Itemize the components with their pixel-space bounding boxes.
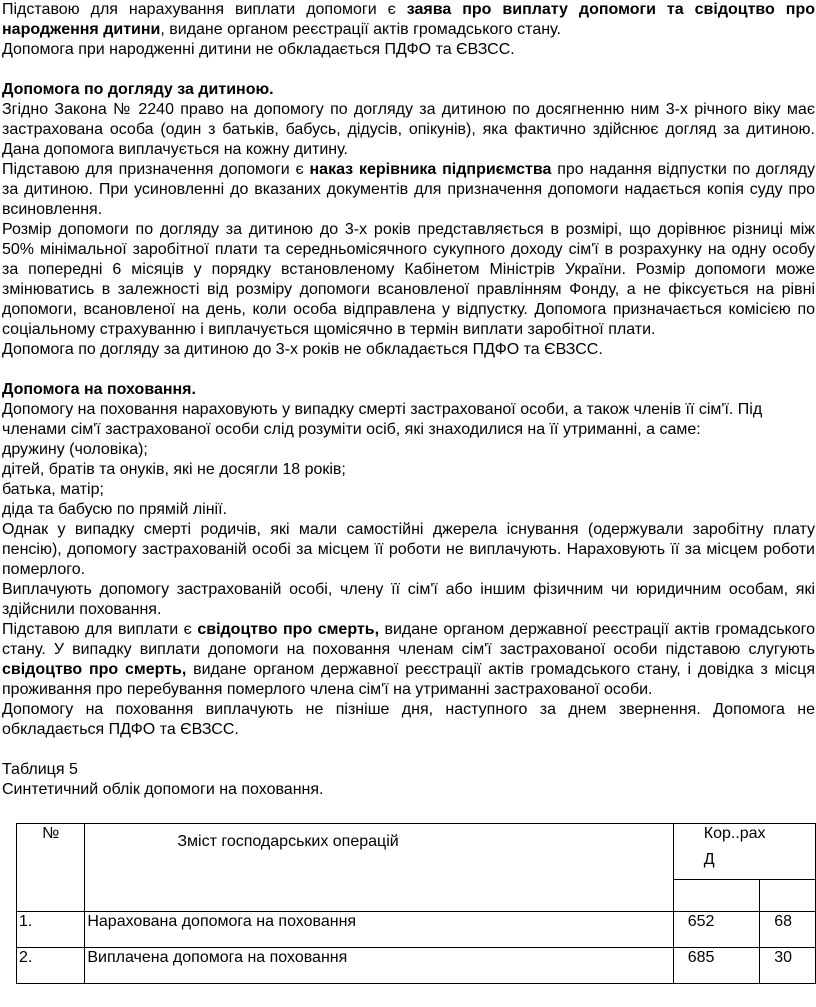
funeral-paragraph-5: Допомогу на поховання виплачують не пізніше дня, наступного за днем звернення. Допомога не обкладається ПДФО та ЄВЗСС. <box>2 701 815 738</box>
intro-text: Підставою для нарахування виплати допомоги є <box>2 1 407 18</box>
intro-paragraph <box>2 0 815 40</box>
list-item: батька, матір; <box>2 481 104 498</box>
funeral-paragraph-4 <box>2 620 815 700</box>
table-row <box>17 912 816 948</box>
funeral-p4-bold-1: свідоцтво про смерть, <box>197 621 380 638</box>
care-heading-text: Допомога по догляду за дитиною. <box>2 81 274 98</box>
care-paragraph-2 <box>2 160 815 220</box>
care-p2-text: Підставою для призначення допомоги є <box>2 161 310 178</box>
table-header-row <box>17 824 816 880</box>
family-members-list <box>2 440 815 520</box>
funeral-p4-text-mid: видане органом державної реєстрації актів громадського стану. У випадку виплати допомоги на поховання членам сім'ї застрахованої особи підставою слугують <box>2 621 816 658</box>
row-credit: 30 <box>760 948 816 984</box>
funeral-p4-text-end: видане органом державної реєстрації актів громадського стану, і довідка з місця проживання про перебування померлого члена сім'ї на утриманні застрахованої особи. <box>2 661 816 698</box>
care-heading <box>2 80 815 100</box>
care-paragraph-4: Допомога по догляду за дитиною до 3-х років не обкладається ПДФО та ЄВЗСС. <box>2 341 603 358</box>
care-p2-bold: наказ керівника підприємства <box>309 161 552 178</box>
list-item: дітей, братів та онуків, які не досягли 18 років; <box>2 461 346 478</box>
subheader-credit-cell <box>760 880 816 912</box>
header-debit-text: Д <box>703 851 715 868</box>
subheader-debit-cell <box>673 880 759 912</box>
header-corr-text: Кор..рах <box>703 825 766 842</box>
row-debit: 685 <box>673 948 759 984</box>
intro-tax-note: Допомога при народженні дитини не обкладається ПДФО та ЄВЗСС. <box>2 41 515 58</box>
funeral-paragraph-1: Допомогу на поховання нараховують у випадку смерті застрахованої особи, а також членів її сім'ї. Під членами сім'ї застрахованої особи слід розуміти осіб, які знаходилися на її утриманні, а саме: <box>2 401 763 438</box>
funeral-heading-text: Допомога на поховання. <box>2 381 196 398</box>
row-content: Нарахована допомога на поховання <box>85 912 673 948</box>
intro-text-end: , видане органом реєстрації актів громадського стану. <box>160 21 561 38</box>
header-content-text: Зміст господарських операцій <box>177 833 399 850</box>
funeral-heading <box>2 380 815 400</box>
document-page <box>2 0 815 800</box>
row-content: Виплачена допомога на поховання <box>85 948 673 984</box>
table-caption: Синтетичний облік допомоги на поховання. <box>2 781 324 798</box>
header-correspondence <box>673 824 815 880</box>
funeral-accounting-table <box>16 823 816 984</box>
row-number: 2. <box>17 948 85 984</box>
table-row <box>17 948 816 984</box>
funeral-paragraph-3: Виплачують допомогу застрахованій особі, члену її сім'ї або іншим фізичним чи юридичним особам, які здійснили поховання. <box>2 581 815 618</box>
funeral-p4-bold-2: свідоцтво про смерть, <box>2 661 187 678</box>
intro-bold-text: заява про виплату допомоги та свідоцтво про народження дитини <box>2 1 815 38</box>
header-content <box>85 824 673 912</box>
funeral-paragraph-2: Однак у випадку смерті родичів, які мали самостійні джерела існування (одержували заробітну плату пенсію), допомогу застрахованій особі за місцем її роботи не виплачують. Нараховують її за місцем роботи померлого. <box>2 521 815 578</box>
care-paragraph-1: Згідно Закона № 2240 право на допомогу по догляду за дитиною по досягненню ним 3-х річного віку має застрахована особа (один з батьків, бабусь, дідусів, опікунів), яка фактично здійснює догляд за дитиною. Дана допомога виплачується на кожну дитину. <box>2 101 815 158</box>
funeral-p4-text: Підставою для виплати є <box>2 621 198 638</box>
care-p2-text-end: про надання відпустки по догляду за дитиною. При усиновленні до вказаних документів для призначення допомоги надається копія суду про всиновлення. <box>2 161 816 218</box>
row-number: 1. <box>17 912 85 948</box>
row-credit: 68 <box>760 912 816 948</box>
list-item: діда та бабусю по прямій лінії. <box>2 501 227 518</box>
table-label: Таблиця 5 <box>2 761 78 778</box>
care-paragraph-3: Розмір допомоги по догляду за дитиною до 3-х років представляється в розмірі, що дорівнює різниці між 50% мінімальної заробітної плати та середньомісячного сукупного доходу сім'ї в розрахунку на одну особу за попередні 6 місяців у порядку встановленому Кабінетом Міністрів України. Розмір допомоги може змінюватись в залежності від розміру допомоги всановленої правлінням Фонду, а не фіксується на рівні допомоги, всановленої на день, коли особа відправлена у відпустку. Допомога призначається комісією по соціальному страхуванню і виплачується щомісячно в термін виплати заробітної плати. <box>2 221 815 338</box>
list-item: дружину (чоловіка); <box>2 441 148 458</box>
row-debit: 652 <box>673 912 759 948</box>
header-number: № <box>17 824 85 912</box>
